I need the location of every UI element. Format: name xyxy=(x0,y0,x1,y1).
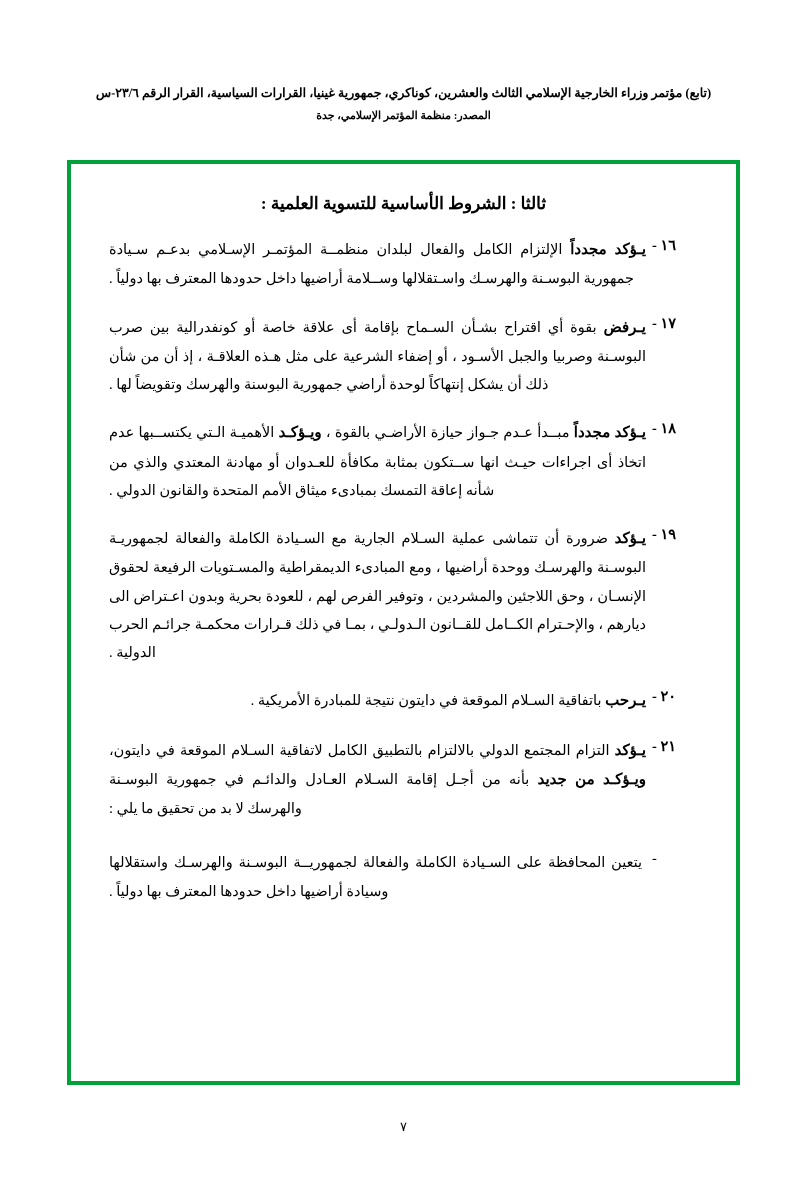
clause-body-text-secondary: الأهميـة الـتي يكتســبها عدم اتخاذ أى اجراءات حيـث انها ســتكون بمثابة مكافأة للعـدوان أو مهادنة المعتدي والذي من شأنه إعاقة التمسك بمبادىء ميثاق الأمم المتحدة والقانون الدولي . xyxy=(109,425,646,499)
clause-lead: يـؤكد xyxy=(614,531,646,548)
page-number: ٧ xyxy=(400,1119,407,1134)
clause-item xyxy=(109,525,698,667)
clause-item xyxy=(109,419,698,505)
clause-text xyxy=(109,525,646,667)
clause-body-text: بقوة أي اقتراح بشـأن السـماح بإقامة أى علاقة خاصة أو كونفدرالية بين صرب البوسـنة وصربيا والجبل الأسـود ، أو إضفاء الشرعية على مثل هـذه العلاقـة ، إذ أن من شأن ذلك أن يشكل إنتهاكاً لوحدة أراضي جمهورية البوسنة والهرسك وتقويضاً لها . xyxy=(109,319,646,394)
clause-item xyxy=(109,737,698,824)
clause-number: ١٩ - xyxy=(652,527,677,544)
clause-body-text: الإلتزام الكامل والفعال لبلدان منظمــة المؤتمـر الإسـلامي بدعـم سـيادة جمهورية البوسـنة والهرسـك واسـتقلالها وســلامة أراضيها داخل حدودها المعترف بها دولياً . xyxy=(109,242,635,288)
clause-text xyxy=(109,687,646,716)
clause-body-text: باتفاقية السـلام الموقعة في دايتون نتيجة للمبادرة الأمريكية . xyxy=(250,693,602,710)
clause-item xyxy=(109,687,698,716)
clause-body-text: ضرورة أن تتماشى عملية السـلام الجارية مع السـيادة الكاملة والفعالة لجمهوريـة البوسـنة والهرسـك ووحدة أراضيها ، ومع المبادىء الديمقراطية والمسـتويات الرفيعة لحقوق الإنسـان ، وحق اللاجئين والمشردين ، وتوفير الفرص لهم ، للعودة بحرية وبدون اعـتراض الى ديارهم ، والإحـترام الكــامل للقــانون الـدولـي ، بمـا في ذلك قـرارات محكمـة جرائـم الحرب الدولية . xyxy=(109,531,646,662)
clause-body-text-secondary: بأنه من أجـل إقامة السـلام العـادل والدائـم في جمهورية البوسـنة والهرسك لا بد من تحقيق ما يلي : xyxy=(109,771,530,818)
clause-text xyxy=(109,314,646,400)
subclause-text: يتعين المحافظة على السـيادة الكاملة والفعالة لجمهوريــة البوسـنة والهرسـك واستقلالها وسيادة أراضيها داخل حدودها المعترف بها دولياً . xyxy=(109,855,642,900)
clause-number: ٢٠ - xyxy=(652,689,677,706)
clause-number: ١٧ - xyxy=(652,315,677,332)
clause-number: ٢١ - xyxy=(652,738,677,755)
clause-lead: يـرفض xyxy=(603,319,646,336)
clause-item xyxy=(109,236,698,294)
clause-item xyxy=(109,314,698,400)
clause-lead: يـؤكد مجدداً xyxy=(570,242,646,258)
subclause-item xyxy=(109,849,698,906)
clause-lead: يـؤكد مجدداً xyxy=(573,425,646,442)
clause-body-text: التزام المجتمع الدولي بالالتزام بالتطبيق الكامل لاتفاقية السـلام الموقعة في دايتون، xyxy=(109,742,610,759)
clause-lead: يـرحب xyxy=(605,693,646,710)
subclause-marker: - xyxy=(652,851,657,868)
content-box xyxy=(67,160,740,1085)
clause-body-text: مبــدأ عـدم جـواز حيازة الأراضـي بالقوة ، xyxy=(321,425,570,442)
clause-lead-secondary: ويـؤكـد xyxy=(278,425,322,442)
header-source-line: المصدر: منظمة المؤتمر الإسلامي، جدة xyxy=(316,109,491,122)
document-header xyxy=(92,84,715,124)
header-title-line: (تابع) مؤتمر وزراء الخارجية الإسلامي الثالث والعشرين، كوناكري، جمهورية غينيا، القرارات السياسية، القرار الرقم ٢٣/٦-س xyxy=(95,86,712,100)
clause-lead-secondary: ويـؤكـد من جديد xyxy=(537,771,646,788)
clause-number: ١٦ - xyxy=(652,238,677,254)
clause-text xyxy=(109,419,646,505)
clause-text xyxy=(109,737,646,824)
clause-text xyxy=(109,236,646,294)
clause-lead: يـؤكد xyxy=(614,742,646,759)
clause-number: ١٨ - xyxy=(652,421,677,438)
content-inner xyxy=(71,164,736,924)
section-title: ثالثا : الشروط الأساسية للتسوية العلمية : xyxy=(260,194,547,213)
